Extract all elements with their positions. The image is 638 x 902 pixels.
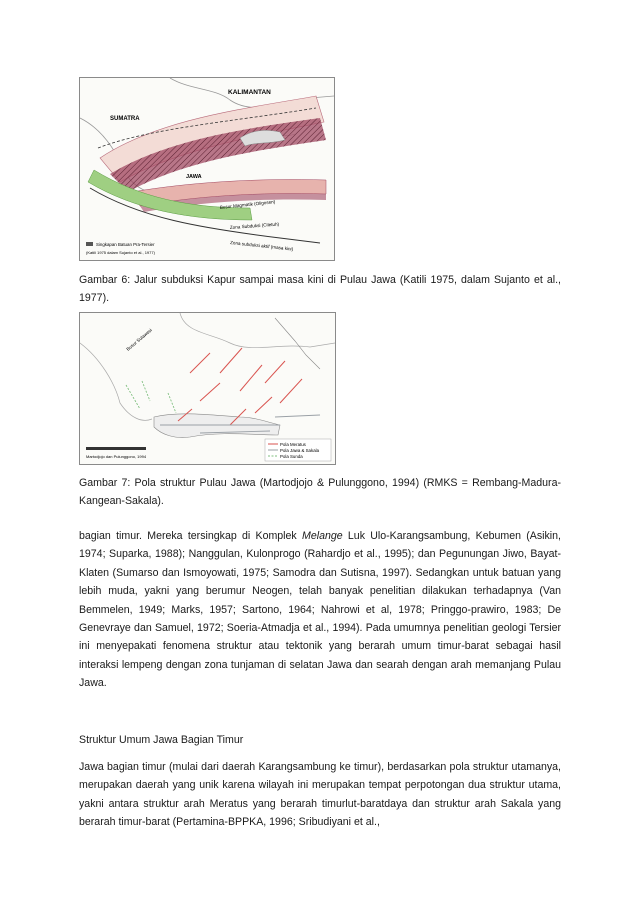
body-text-italic: Melange [302, 530, 343, 542]
figure-7-source: Martodjojo dan Pulunggono, 1994 [86, 454, 147, 459]
legend-swatch [86, 242, 93, 246]
label-zona-subduksi: Zona Subduksi (Ciletuh) [229, 221, 280, 230]
figure-source: (Katili 1975 dalam Sujanto et al., 1977) [86, 250, 155, 255]
label-busur-magmatik: Busur Magmatik (Oligosen) [219, 199, 276, 210]
figure-7-caption: Gambar 7: Pola struktur Pulau Jawa (Martodjojo & Pulunggono, 1994) (RMKS = Rembang-Madura-Kangean-Sakala). [79, 477, 561, 507]
body-paragraph [79, 527, 561, 693]
body-text-1: bagian timur. Mereka tersingkap di Komplek [79, 530, 302, 542]
figure-7-map [79, 312, 336, 465]
section-paragraph: Jawa bagian timur (mulai dari daerah Karangsambung ke timur), berdasarkan pola struktur utamanya, merupakan daerah yang unik karena wilayah ini merupakan tempat perpotongan dua struktur utama, yakni antara struktur arah Meratus yang berarah timurlut-baratdaya dan struktur arah Sakala yang berarah timur-barat (Pertamina-BPPKA, 1996; Sribudiyani et al., [79, 761, 561, 829]
legend-meratus: Pola Meratus [280, 442, 306, 447]
label-zona-subduksi-aktif: Zona subduksi aktif (masa kini) [229, 240, 294, 252]
label-sumatra: SUMATRA [110, 116, 140, 122]
section-title: Struktur Umum Jawa Bagian Timur [79, 734, 244, 746]
subduction-map-svg [80, 78, 334, 260]
structure-map-svg [80, 313, 335, 464]
legend-sunda: Pola Sunda [280, 454, 303, 459]
legend-jawa-sakala: Pola Jawa & Sakala [280, 448, 320, 453]
legend-text: Singkapan Batuan Pra-Tersier [96, 242, 155, 247]
figure-6-caption: Gambar 6: Jalur subduksi Kapur sampai masa kini di Pulau Jawa (Katili 1975, dalam Sujanto et al., 1977). [79, 274, 561, 304]
figure-6-map [79, 77, 335, 261]
body-text-2: Luk Ulo-Karangsambung, Kebumen (Asikin, 1974; Suparka, 1988); Nanggulan, Kulonprogo (Rahardjo et al., 1995); dan Pegunungan Jiwo, Bayat-Klaten (Sumarso dan Ismoyowati, 1975; Samodra dan Sutisna, 1997). Sedangkan untuk batuan yang lebih muda, yakni yang berumur Neogen, telah banyak penelitian dilakukan terhadapnya (Van Bemmelen, 1949; Marks, 1957; Sartono, 1964; Nahrowi et al, 1978; Pringgo-prawiro, 1983; De Genevraye dan Samuel, 1972; Soeria-Atmadja et al., 1994). Pada umumnya penelitian geologi Tersier ini menyepakati fenomena struktur atau tektonik yang berarah umum timur-barat sebagai hasil interaksi lempeng dengan zona tunjaman di selatan Jawa dan searah dengan arah memanjang Pulau Jawa. [79, 530, 561, 690]
label-busur-sulawesi: Busur Sulawesi [125, 327, 153, 352]
scale-bar [86, 447, 146, 450]
label-kalimantan: KALIMANTAN [228, 89, 271, 96]
label-jawa: JAWA [186, 174, 202, 180]
